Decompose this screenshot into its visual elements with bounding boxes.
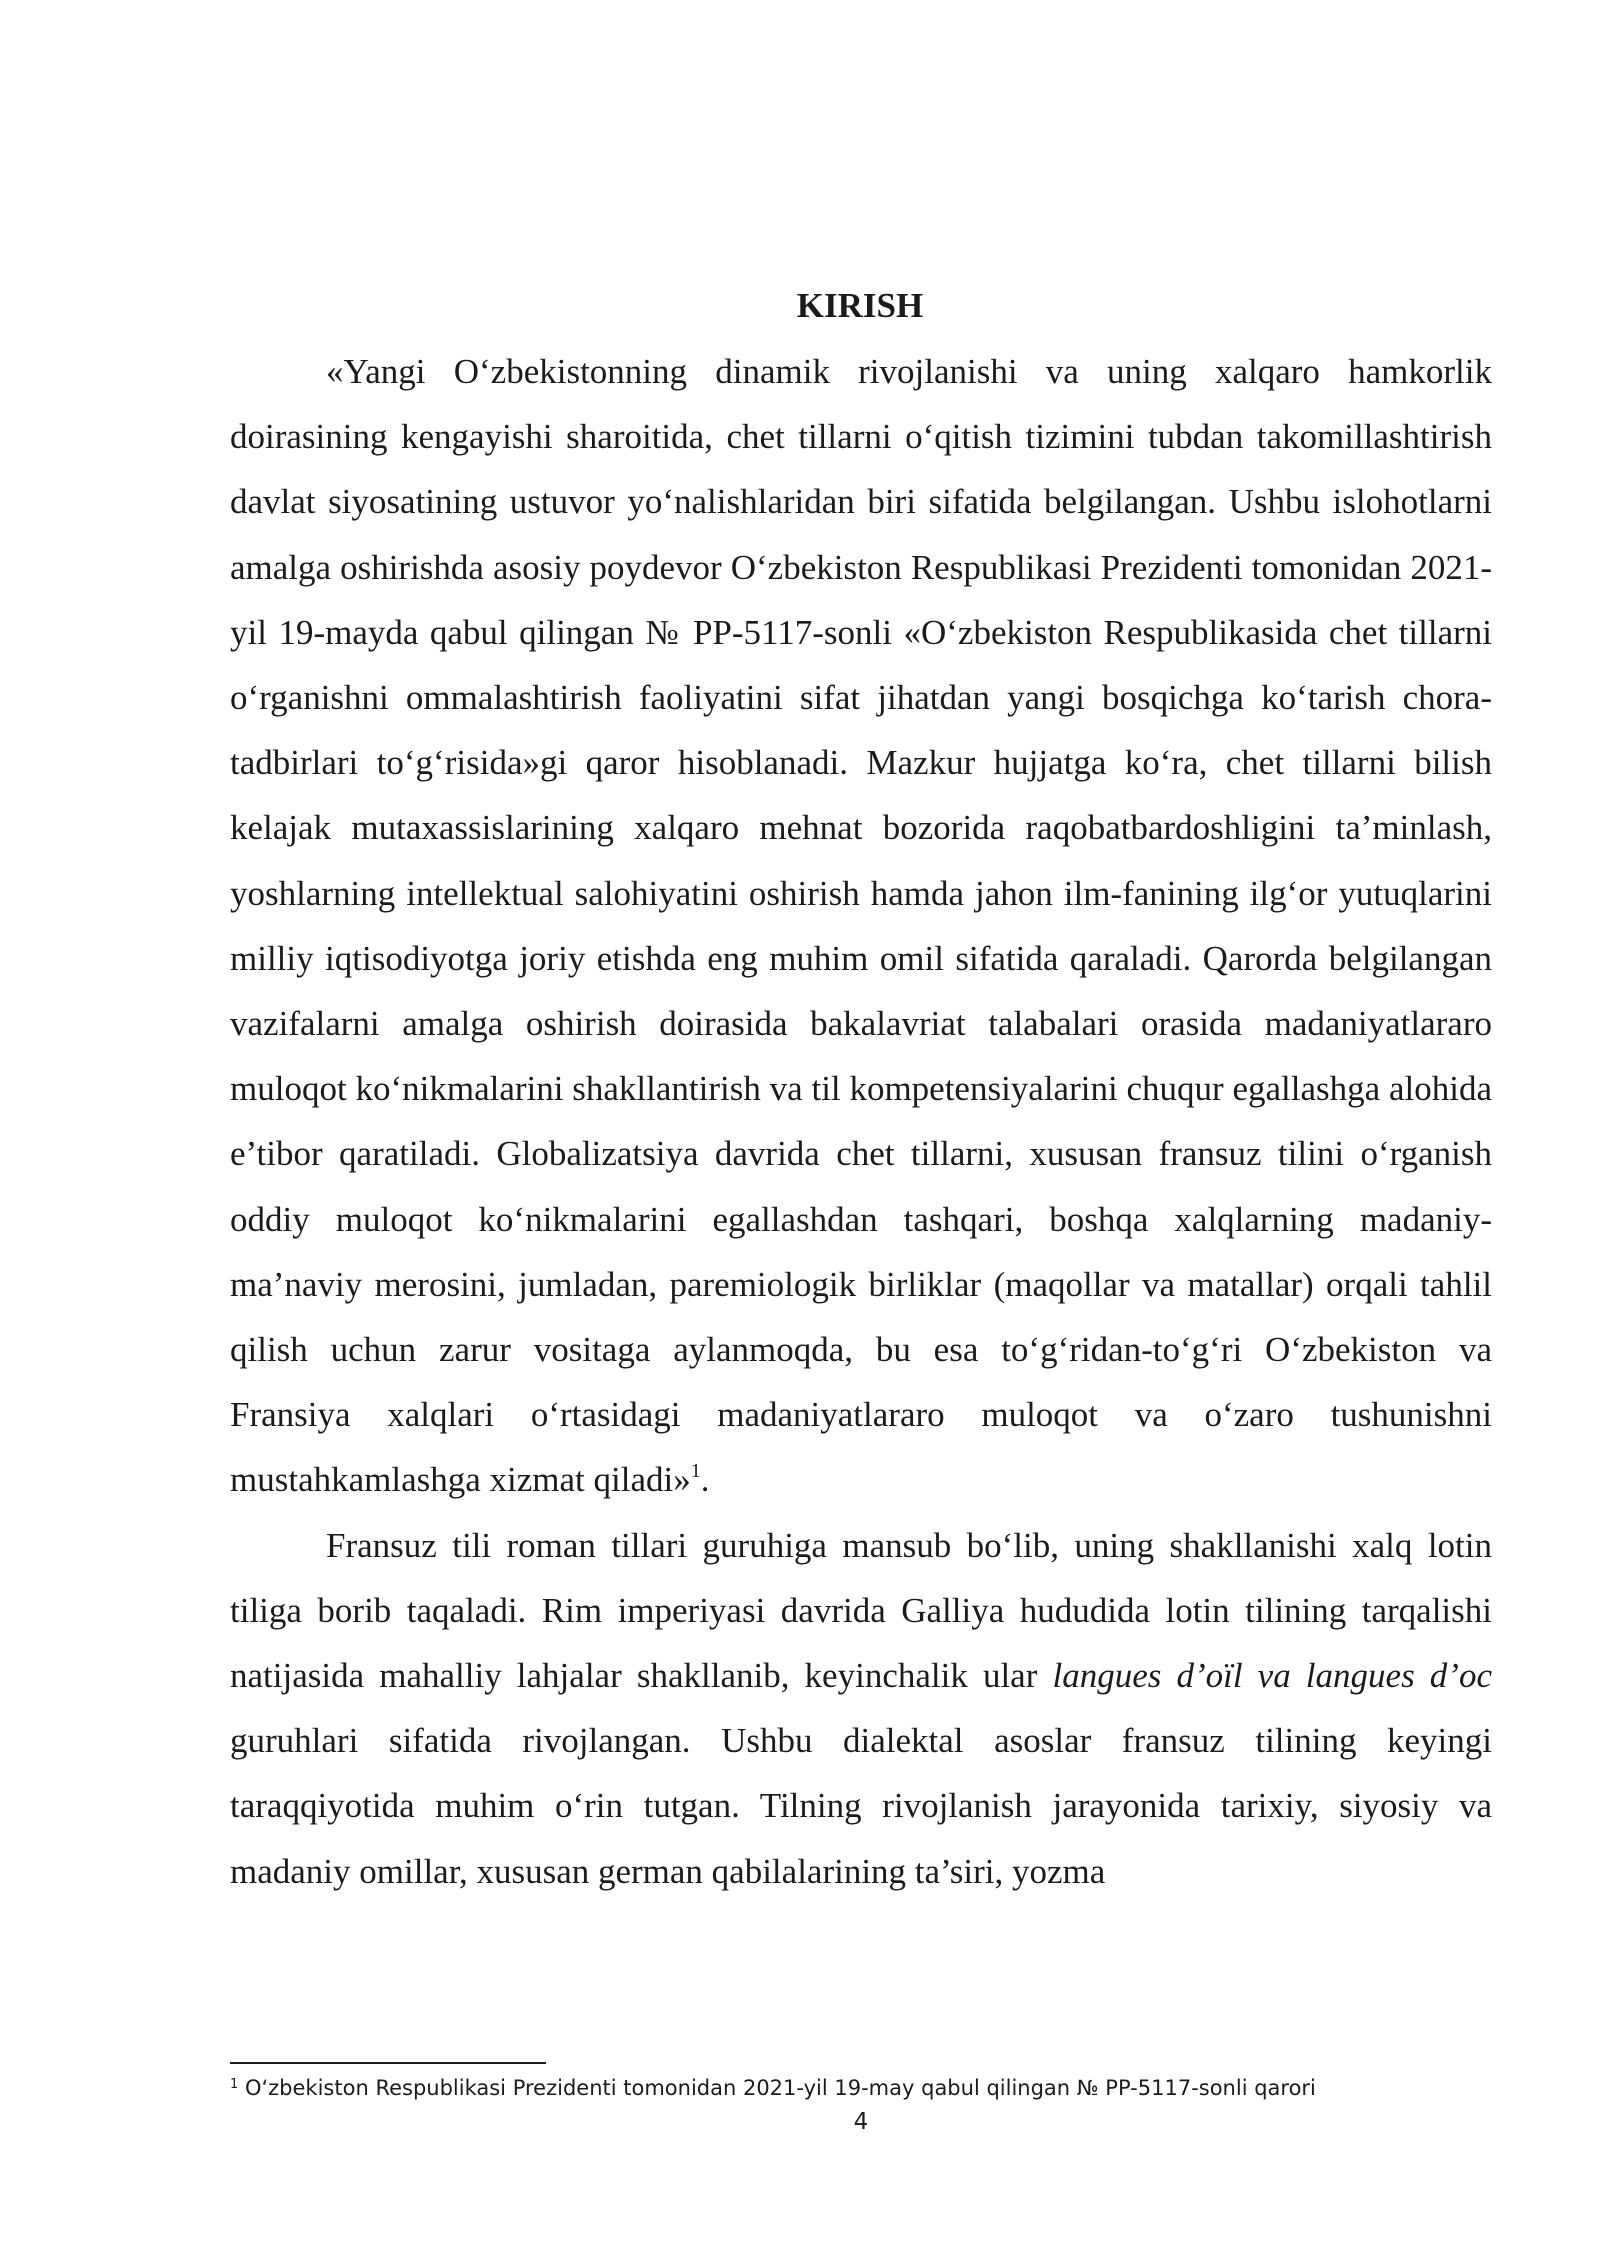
footnote-reference: 1 [690,1460,701,1483]
paragraph-intro-text: «Yangi O‘zbekistonning dinamik rivojlanishi va uning xalqaro hamkorlik doirasining kengayishi sharoitida, chet tillarni o‘qitish tizimini tubdan takomillashtirish davlat siyosatining ustuvor yo‘nalishlaridan biri sifatida belgilangan. Ushbu islohotlarni amalga oshirishda asosiy poydevor O‘zbekiston Respublikasi Prezidenti tomonidan 2021-yil 19-mayda qabul qilingan № PP-5117-sonli «O‘zbekiston Respublikasida chet tillarni o‘rganishni ommalashtirish faoliyatini sifat jihatdan yangi bosqichga ko‘tarish chora-tadbirlari to‘g‘risida»gi qaror hisoblanadi. Mazkur hujjatga ko‘ra, chet tillarni bilish kelajak mutaxassislarining xalqaro mehnat bozorida raqobatbardoshligini ta’minlash, yoshlarning intellektual salohiyatini oshirish hamda jahon ilm-fanining ilg‘or yutuqlarini milliy iqtisodiyotga joriy etishda eng muhim omil sifatida qaraladi. Qarorda belgilangan vazifalarni amalga oshirish doirasida bakalavriat talabalari orasida madaniyatlararo muloqot ko‘nikmalarini shakllantirish va til kompetensiyalarini chuqur egallashga alohida e’tibor qaratiladi. Globalizatsiya davrida chet tillarni, xususan fransuz tilini o‘rganish oddiy muloqot ko‘nikmalarini egallashdan tashqari, boshqa xalqlarning madaniy-ma’naviy merosini, jumladan, paremiologik birliklar (maqollar va matallar) orqali tahlil qilish uchun zarur vositaga aylanmoqda, bu esa to‘g‘ridan-to‘g‘ri O‘zbekiston va Fransiya xalqlari o‘rtasidagi madaniyatlararo muloqot va o‘zaro tushunishni mustahkamlashga xizmat qiladi» [230,352,1492,1500]
paragraph-french-italic-term: langues d’oïl va langues d’oc [1052,1656,1492,1696]
section-heading: KIRISH [796,286,924,325]
footnote-marker: 1 [230,2077,239,2092]
footnote [230,2073,1530,2103]
footnote-text: O‘zbekiston Respublikasi Prezidenti tomonidan 2021-yil 19-may qabul qilingan № PP-5117-sonli qarori [238,2076,1316,2100]
paragraph-french-history [230,1513,1492,1904]
page-number: 4 [853,2109,869,2135]
paragraph-french-text-end: guruhlari sifatida rivojlangan. Ushbu dialektal asoslar fransuz tilining keyingi taraqqiyotida muhim o‘rin tutgan. Tilning rivojlanish jarayonida tarixiy, siyosiy va madaniy omillar, xususan german qabilalarining ta’siri, yozma [230,1721,1492,1891]
paragraph-intro-end: . [700,1460,710,1500]
paragraph-intro [230,339,1492,1513]
paragraph-french-text-start: Fransuz tili roman tillari guruhiga mansub bo‘lib, uning shakllanishi xalq lotin tiliga borib taqaladi. Rim imperiyasi davrida Galliya hududida lotin tilining tarqalishi natijasida mahalliy lahjalar shakllanib, keyinchalik ular [230,1525,1492,1696]
body-text [230,339,1492,1904]
footnote-separator [230,2062,546,2064]
